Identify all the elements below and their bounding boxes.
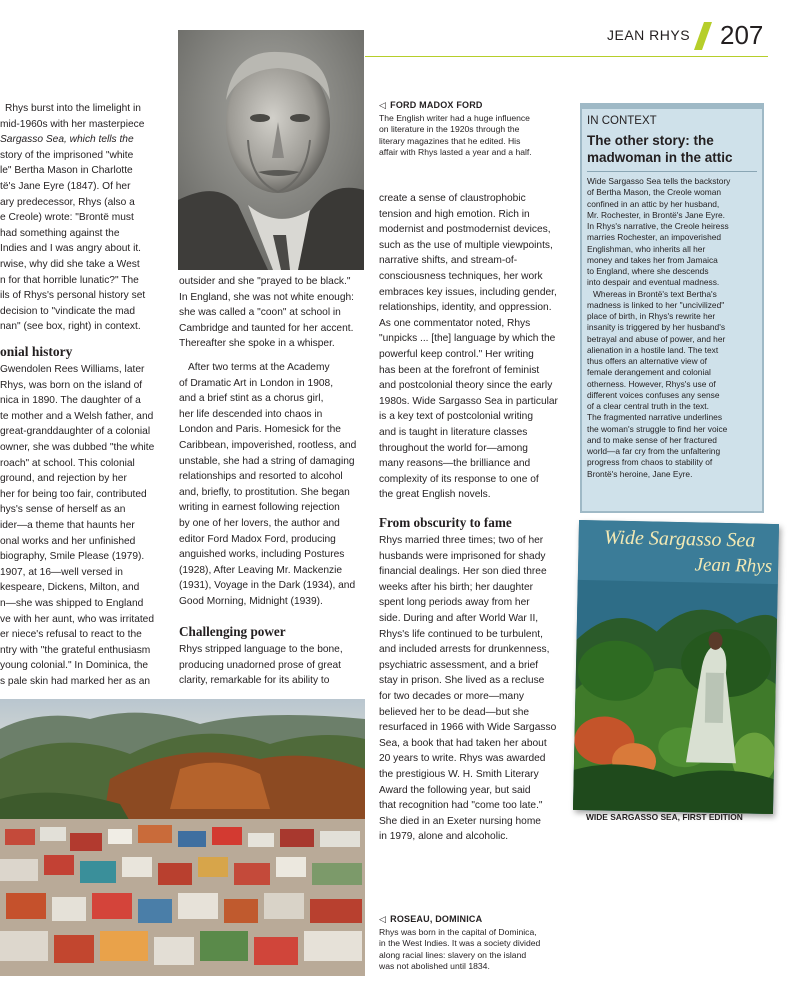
- text-line: ils of Rhys's personal history set: [0, 290, 146, 302]
- text-line: producing unadorned prose of great: [179, 659, 341, 671]
- text-line: such as the use of multiple viewpoints,: [379, 239, 553, 251]
- sidebar-line: Englishman, who inherits all her: [587, 243, 706, 254]
- text-line: great-granddaughter of a colonial: [0, 426, 151, 438]
- text-line: biography, Smile Please (1979).: [0, 551, 145, 563]
- caption-line: along racial lines: slavery on the island: [379, 949, 527, 960]
- column-2-challenging: [179, 642, 369, 689]
- text-line: hys's sense of herself as an: [0, 504, 126, 516]
- text-line: stay in prison. She lived as a recluse: [379, 675, 545, 687]
- text-line: spent long periods away from her: [379, 597, 530, 609]
- sidebar-line: progress from chaos to stability of: [587, 457, 713, 468]
- sidebar-line: and to make sense of her fractured: [587, 434, 717, 445]
- running-header: [600, 20, 780, 56]
- sidebar-top-band: [582, 105, 762, 109]
- text-line: modernist and postmodernist devices,: [379, 224, 551, 236]
- text-line: s pale skin had marked her as an: [0, 675, 151, 687]
- column-3-top: [379, 191, 575, 503]
- section-heading-obscurity-to-fame: From obscurity to fame: [379, 515, 512, 530]
- text-line: believed her to be dead—but she: [379, 706, 530, 718]
- text-line: and included arrests for drunkenness,: [379, 644, 550, 656]
- text-line: In England, she was not white enough:: [179, 291, 355, 303]
- text-line: psychiatric assessment, and a brief: [379, 659, 539, 671]
- portrait-illustration: [178, 30, 364, 270]
- text-line: Indies and I was angry about it.: [0, 243, 142, 255]
- text-line: Good Morning, Midnight (1939).: [179, 595, 323, 607]
- roseau-dominica-photo: [0, 699, 365, 976]
- column-3-fame: [379, 533, 575, 845]
- text-line: Caribbean, impoverished, rootless, and: [179, 439, 357, 451]
- header-rule: [365, 56, 768, 57]
- sidebar-body: [587, 176, 763, 480]
- text-line: clarity, remarkable for its ability to: [179, 675, 330, 687]
- text-line: Rhys's life continued to be turbulent,: [379, 628, 543, 640]
- sidebar-title: [587, 132, 763, 166]
- text-line: complexity of its response to one of: [379, 473, 539, 485]
- text-line: has been at the forefront of feminist: [379, 364, 540, 376]
- sidebar-line: betrayal and abuse of power, and her: [587, 333, 726, 344]
- text-line: ider—a theme that haunts her: [0, 519, 135, 531]
- text-line: Rhys stripped language to the bone,: [179, 644, 343, 655]
- text-line: resurfaced in 1966 with Wide Sargasso: [379, 722, 557, 734]
- sidebar-line: madness is linked to her "uncivilized": [587, 299, 725, 310]
- sidebar-line: The fragmented narrative underlines: [587, 412, 723, 423]
- text-line: nica in 1890. The daughter of a: [0, 395, 141, 407]
- text-line: relationships and resorted to alcohol: [179, 471, 343, 483]
- text-line: Rhys married three times; two of her: [379, 535, 544, 546]
- sidebar-line: money and takes her from Jamaica: [587, 254, 718, 265]
- text-line: "unpicks ... [the] language by which the: [379, 333, 556, 345]
- caption-line: on literature in the 1920s through the: [379, 124, 520, 135]
- sidebar-line: female derangement and colonial: [587, 367, 711, 378]
- text-line: embraces key issues, including gender,: [379, 286, 557, 298]
- text-line: in 1979, alone and alcoholic.: [379, 831, 509, 843]
- text-line: relationships, identity, and oppression.: [379, 302, 552, 314]
- ford-madox-ford-photo: [178, 30, 364, 270]
- caption-line: Rhys was born in the capital of Dominica,: [379, 927, 537, 938]
- roseau-caption-title: ◁ ROSEAU, DOMINICA: [379, 914, 483, 924]
- text-line: ntry with "the grateful enthusiasm: [0, 644, 151, 656]
- book-cover-author: Jean Rhys: [694, 554, 773, 577]
- text-line: story of the imprisoned "white: [0, 149, 134, 161]
- text-line: 1907, at 16—well versed in: [0, 566, 123, 578]
- text-line: (1931), Voyage in the Dark (1934), and: [179, 580, 356, 592]
- sidebar-line: confined in an attic by her husband,: [587, 198, 720, 209]
- text-line: As one commentator noted, Rhys: [379, 317, 531, 329]
- sidebar-line: of Bertha Mason, the Creole woman: [587, 187, 722, 198]
- text-line: London and Paris. Homesick for the: [179, 424, 341, 436]
- book-cover-caption: WIDE SARGASSO SEA, FIRST EDITION: [586, 812, 743, 822]
- text-line: throughout the world for—among: [379, 442, 528, 454]
- text-line: ve with her aunt, who was irritated: [0, 613, 155, 625]
- sidebar-title-line: The other story: the: [587, 133, 714, 148]
- triangle-left-icon: ◁: [379, 914, 387, 924]
- text-line: mid-1960s with her masterpiece: [0, 118, 145, 130]
- text-line: her life descended into chaos in: [179, 408, 323, 420]
- text-line: she was called a "coon" at school in: [179, 307, 341, 319]
- text-line: Sea, a book that had taken her about: [379, 737, 547, 749]
- ford-caption: [379, 100, 575, 158]
- column-2-top: [179, 274, 369, 352]
- text-line: le" Bertha Mason in Charlotte: [0, 165, 133, 177]
- caption-line: literary magazines that he edited. His: [379, 135, 521, 146]
- text-line: editor Ford Madox Ford, producing: [179, 533, 336, 545]
- ford-caption-title: ◁ FORD MADOX FORD: [379, 100, 483, 110]
- text-line: Gwendolen Rees Williams, later: [0, 364, 145, 375]
- triangle-left-icon: ◁: [379, 100, 387, 110]
- roseau-landscape: [0, 699, 365, 976]
- sidebar-line: of a clear central truth in the text.: [587, 401, 709, 411]
- sidebar-line: the woman's struggle to find her voice: [587, 423, 728, 434]
- text-line: er niece's refusal to react to the: [0, 629, 142, 641]
- sidebar-kicker: IN CONTEXT: [587, 115, 657, 127]
- text-line: financial dealings. Her son died three: [379, 566, 547, 578]
- text-line: young colonial." In Dominica, the: [0, 660, 149, 672]
- sidebar-line: marries Rochester, an impoverished: [587, 232, 722, 243]
- text-line: her for being too fair, contributed: [0, 488, 147, 500]
- sidebar-line: thus offers an alternative view of: [587, 356, 707, 366]
- column-1-colonial: [0, 362, 172, 689]
- text-line: onal works and her unfinished: [0, 535, 136, 547]
- text-line: 20 years to write. Rhys was awarded: [379, 753, 546, 765]
- roseau-caption: [379, 914, 575, 972]
- text-line: Cambridge and taunted for her accent.: [179, 322, 354, 334]
- in-context-sidebar: [580, 103, 764, 513]
- sidebar-line: insanity is triggered by her husband's: [587, 322, 726, 333]
- caption-line: affair with Rhys lasted a year and a half.: [379, 146, 532, 157]
- text-line: kespeare, Dickens, Milton, and: [0, 582, 140, 594]
- running-title: JEAN RHYS: [607, 27, 691, 43]
- text-line: and is taught in literature classes: [379, 426, 528, 438]
- text-line: the prestigious W. H. Smith Literary: [379, 768, 539, 780]
- text-line: powerful keep control." Her writing: [379, 348, 534, 360]
- sidebar-line: Whereas in Brontë's text Bertha's: [593, 288, 717, 299]
- book-cover-title: Wide Sargasso Sea: [603, 526, 756, 552]
- text-line: ary predecessor, Rhys (also a: [0, 196, 135, 208]
- text-line: Sargasso Sea, which tells the: [0, 134, 134, 146]
- sidebar-line: In Rhys's narrative, the Creole heiress: [587, 221, 729, 231]
- text-line: nan" (see box, right) in context.: [0, 321, 141, 333]
- sidebar-line: otherness. However, Rhys's use of: [587, 378, 716, 389]
- text-line: create a sense of claustrophobic: [379, 193, 526, 204]
- column-1-intro: [0, 101, 172, 335]
- text-line: is a key text of postcolonial writing: [379, 411, 534, 423]
- sidebar-line: different voices confuses any sense: [587, 389, 720, 400]
- sidebar-line: place of birth, in Rhys's rewrite her: [587, 311, 716, 321]
- text-line: She died in an Exeter nursing home: [379, 815, 541, 827]
- page-number: 207: [720, 20, 764, 50]
- text-line: (1928), After Leaving Mr. Mackenzie: [179, 564, 343, 576]
- text-line: narrative shifts, and stream-of-: [379, 255, 518, 267]
- text-line: the great English novels.: [379, 489, 491, 501]
- section-heading-colonial-history: onial history: [0, 344, 73, 359]
- text-line: n for that horrible lunatic?" The: [0, 274, 139, 286]
- text-line: After two terms at the Academy: [188, 362, 330, 373]
- text-line: decision to "vindicate the mad: [0, 305, 135, 317]
- sidebar-line: into despair and eventual madness.: [587, 277, 720, 288]
- sidebar-line: to England, where she descends: [587, 266, 709, 276]
- text-line: by one of her lovers, the author and: [179, 517, 340, 529]
- text-line: side. During and after World War II,: [379, 612, 539, 624]
- text-line: and a brief stint as a chorus girl,: [179, 393, 324, 405]
- column-2-academy: [179, 360, 369, 610]
- sidebar-title-line: madwoman in the attic: [587, 150, 733, 165]
- text-line: owner, she was dubbed "the white: [0, 441, 155, 453]
- text-line: for two decades or more—many: [379, 690, 524, 702]
- text-line: ground, and rejection by her: [0, 473, 127, 485]
- text-line: outsider and she "prayed to be black.": [179, 276, 351, 287]
- text-line: many reasons—the brilliance and: [379, 458, 531, 470]
- text-line: husbands were imprisoned for shady: [379, 550, 546, 562]
- sidebar-title-rule: [587, 171, 757, 172]
- text-line: unstable, she had a string of damaging: [179, 455, 355, 467]
- section-heading-challenging-power: Challenging power: [179, 624, 286, 639]
- text-line: rwise, why did she take a West: [0, 258, 140, 270]
- text-line: tension and high emotion. Rich in: [379, 208, 530, 220]
- text-line: writing in earnest following rejection: [179, 502, 340, 514]
- text-line: të's Jane Eyre (1847). Of her: [0, 180, 131, 192]
- slash-icon: [694, 22, 712, 50]
- text-line: n—she was shipped to England: [0, 597, 144, 609]
- sidebar-line: alienation in a hostile land. The text: [587, 344, 719, 355]
- text-line: 1980s. Wide Sargasso Sea in particular: [379, 395, 558, 407]
- text-line: Thereafter she spoke in a whisper.: [179, 338, 335, 350]
- text-line: Award the following year, but said: [379, 784, 531, 796]
- text-line: e Creole) wrote: "Brontë must: [0, 212, 134, 224]
- book-cover-image: [573, 520, 779, 814]
- text-line: Rhys, was born on the island of: [0, 379, 143, 391]
- text-line: te mother and a Welsh father, and: [0, 410, 154, 422]
- text-line: roach" at school. This colonial: [0, 457, 135, 469]
- text-line: had something against the: [0, 227, 120, 239]
- sidebar-line: Wide Sargasso Sea tells the backstory: [587, 176, 731, 186]
- text-line: consciousness techniques, her work: [379, 270, 543, 282]
- text-line: anguished works, including Postures: [179, 549, 345, 561]
- sidebar-line: world—a far cry from the unfaltering: [587, 446, 721, 456]
- text-line: and postcolonial theory since the early: [379, 380, 553, 392]
- text-line: weeks after his birth; her daughter: [379, 581, 534, 593]
- text-line: that recognition had "come too late.": [379, 800, 543, 812]
- caption-line: in the West Indies. It was a society divided: [379, 938, 541, 949]
- text-line: and, briefly, to prostitution. She began: [179, 486, 350, 498]
- caption-line: The English writer had a huge influence: [379, 113, 530, 124]
- sidebar-line: Brontë's heroine, Jane Eyre.: [587, 468, 693, 479]
- text-line: of Dramatic Art in London in 1908,: [179, 377, 334, 389]
- caption-line: was not abolished until 1834.: [379, 960, 490, 971]
- text-line: Rhys burst into the limelight in: [5, 103, 141, 114]
- sidebar-line: Mr. Rochester, in Brontë's Jane Eyre.: [587, 209, 725, 220]
